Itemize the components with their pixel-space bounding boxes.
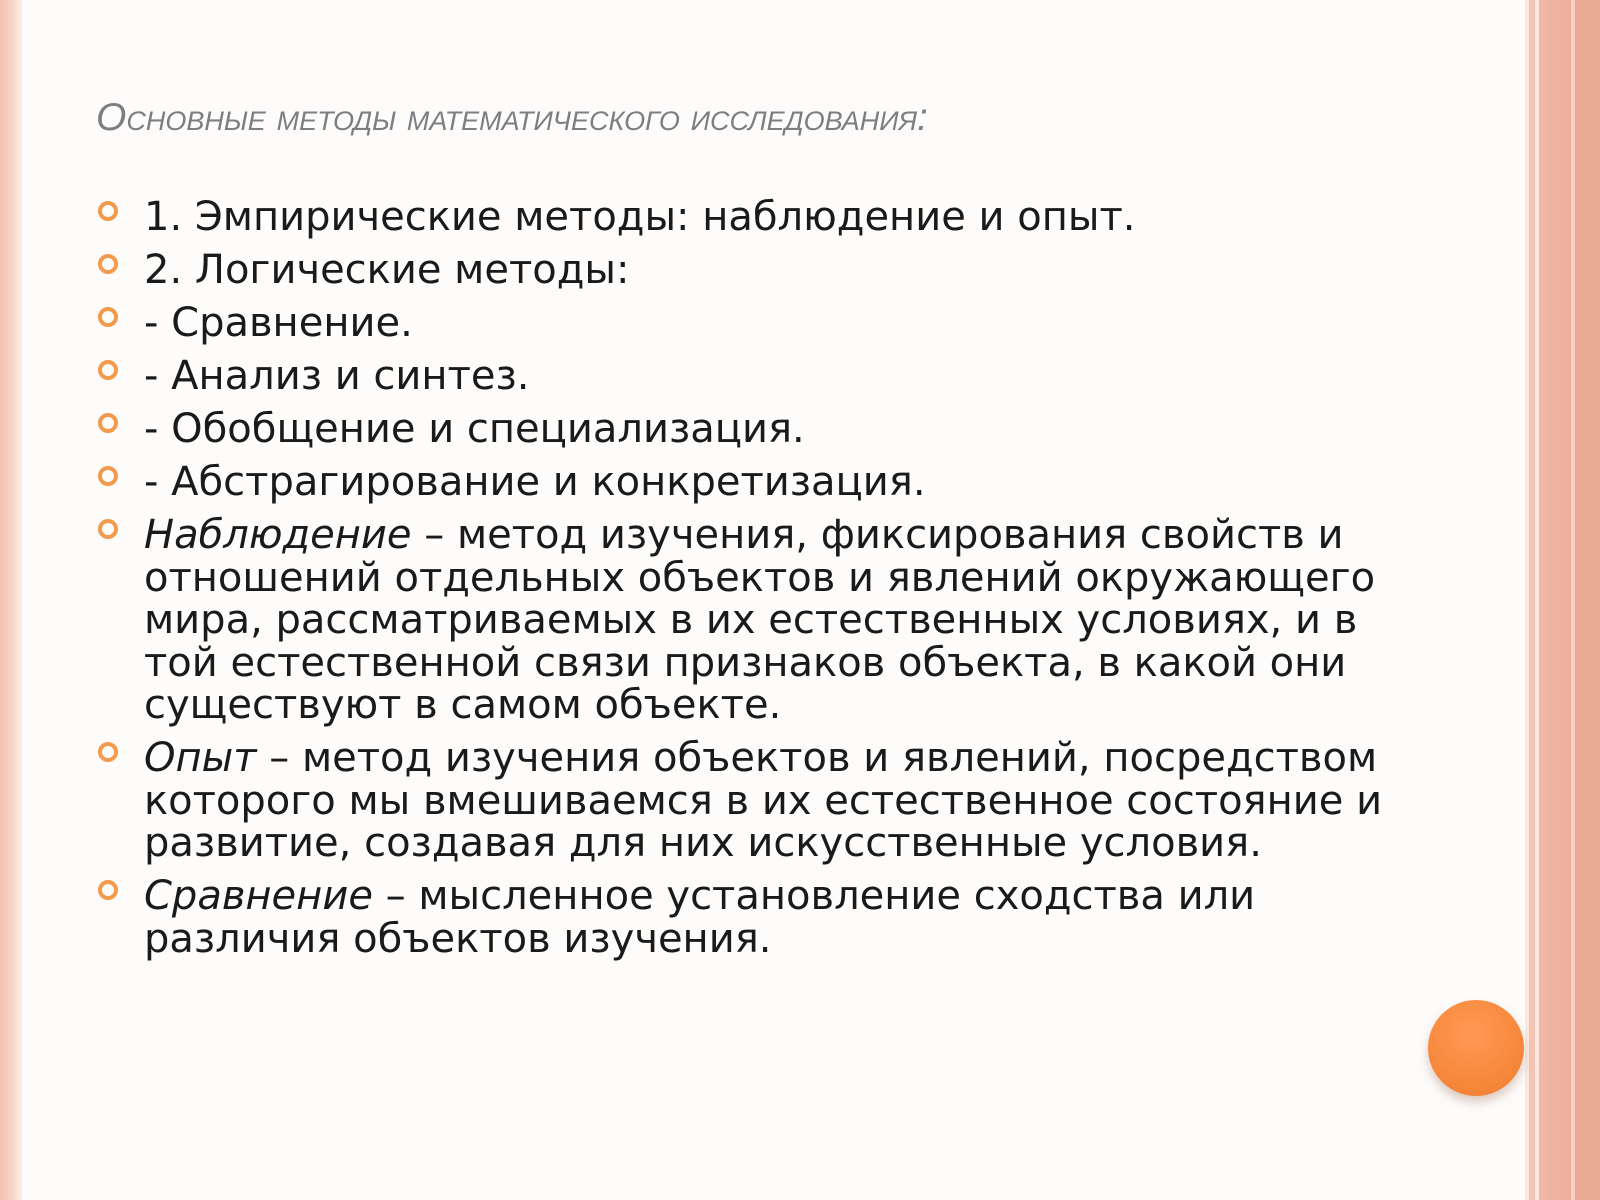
right-decorative-border xyxy=(1525,0,1600,1200)
list-item xyxy=(96,302,1416,345)
list-item xyxy=(96,461,1416,504)
circle-bullet-icon xyxy=(98,413,118,433)
orange-circle-decoration xyxy=(1428,1000,1524,1096)
item-text: - Анализ и синтез. xyxy=(144,353,530,399)
item-text: - Абстрагирование и конкретизация. xyxy=(144,459,926,505)
left-decorative-border xyxy=(0,0,22,1200)
item-text: – метод изучения, фиксирования свойств и отношений отдельных объектов и явлений окружающего мира, рассматриваемых в их естественных условиях, и в той естественной связи признаков объекта, в какой они существуют в самом объекте. xyxy=(144,512,1376,728)
list-item xyxy=(96,514,1416,727)
list-item xyxy=(96,875,1416,960)
list-item xyxy=(96,249,1416,292)
item-text: 1. Эмпирические методы: наблюдение и опыт. xyxy=(144,194,1136,240)
item-term: Сравнение xyxy=(144,873,373,919)
item-text: – мысленное установление сходства или различия объектов изучения. xyxy=(144,873,1256,962)
circle-bullet-icon xyxy=(98,254,118,274)
item-text: 2. Логические методы: xyxy=(144,247,630,293)
list-item xyxy=(96,408,1416,451)
item-term: Опыт xyxy=(144,735,257,781)
item-text: – метод изучения объектов и явлений, посредством которого мы вмешиваемся в их естественное состояние и развитие, создавая для них искусственные условия. xyxy=(144,735,1383,866)
circle-bullet-icon xyxy=(98,201,118,221)
circle-bullet-icon xyxy=(98,519,118,539)
list-item xyxy=(96,737,1416,865)
circle-bullet-icon xyxy=(98,307,118,327)
item-text: - Обобщение и специализация. xyxy=(144,406,805,452)
circle-bullet-icon xyxy=(98,466,118,486)
slide-title: Основные методы математического исследования: xyxy=(96,96,928,139)
circle-bullet-icon xyxy=(98,742,118,762)
circle-bullet-icon xyxy=(98,880,118,900)
item-term: Наблюдение xyxy=(144,512,412,558)
list-item xyxy=(96,355,1416,398)
item-text: - Сравнение. xyxy=(144,300,413,346)
list-item xyxy=(96,196,1416,239)
bullet-list xyxy=(96,196,1416,971)
circle-bullet-icon xyxy=(98,360,118,380)
